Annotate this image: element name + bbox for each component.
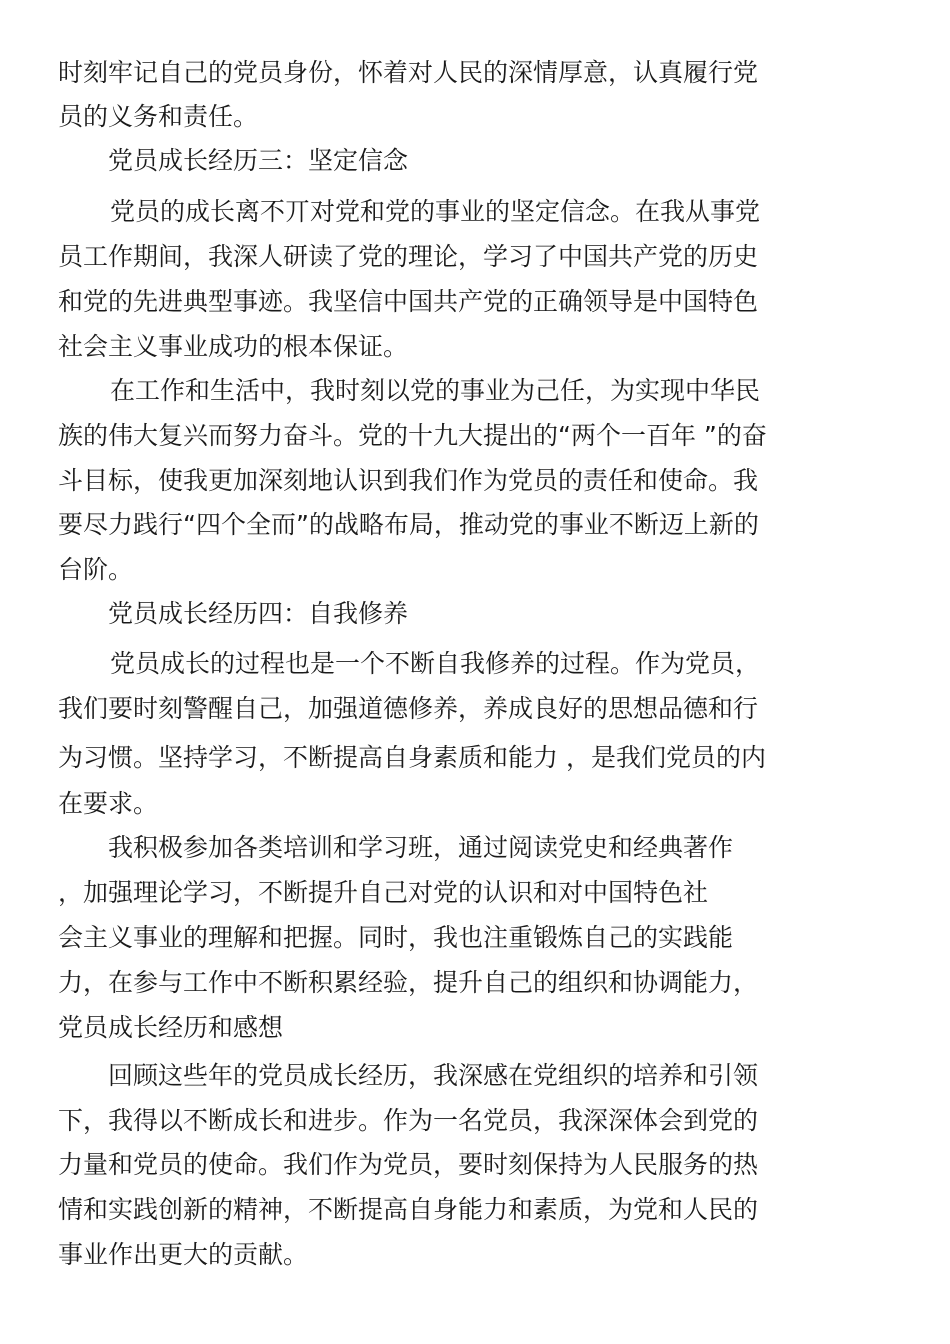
- text-line: 事业作出更大的贡献。: [58, 1240, 309, 1269]
- section-heading: 党员成长经历三：坚定信念: [108, 146, 409, 175]
- text-line: 情和实践创新的精神，不断提高自身能力和素质，为党和人民的: [58, 1195, 759, 1224]
- text-line: 力，在参与工作中不断积累经验，提升自己的组织和协调能力，: [58, 968, 759, 997]
- text-line: 力量和党员的使命。我们作为党员，要时刻保持为人民服务的热: [58, 1150, 759, 1179]
- text-line: 党员成长的过程也是一个不断自我修养的过程。作为党员，: [110, 649, 761, 678]
- text-line: 斗目标，使我更加深刻地认识到我们作为党员的责任和使命。我: [58, 466, 759, 495]
- text-line: 族的伟大复兴而努力奋斗。党的十九大提出的“两个一百年 ”的奋: [58, 421, 767, 450]
- text-line: 要尽力践行“四个全而”的战略布局，推动党的事业不断迈上新的: [58, 510, 759, 539]
- text-line: 回顾这些年的党员成长经历，我深感在党组织的培养和引领: [108, 1061, 759, 1090]
- text-line: 在要求。: [58, 789, 159, 818]
- text-line: 会主义事业的理解和把握。同时，我也注重锻炼自己的实践能: [58, 923, 734, 952]
- text-line: 我积极参加各类培训和学习班，通过阅读党史和经典著作: [108, 833, 734, 862]
- text-line: 员工作期间，我深人研读了党的理论，学习了中国共产党的历史: [58, 242, 759, 271]
- text-line: 在工作和生活中，我时刻以党的事业为己任，为实现中华民: [110, 376, 761, 405]
- text-line: 台阶。: [58, 555, 134, 584]
- text-line: 时刻牢记自己的党员身份，怀着对人民的深情厚意，认真履行党: [58, 58, 759, 87]
- section-heading: 党员成长经历四：自我修养: [108, 599, 409, 628]
- text-line: 我们要时刻警醒自己，加强道德修养，养成良好的思想品德和行: [58, 694, 759, 723]
- text-line: 社会主义事业成功的根本保证。: [58, 332, 409, 361]
- section-heading: 党员成长经历和感想: [58, 1013, 284, 1042]
- text-line: 和党的先进典型事迹。我坚信中国共产党的正确领导是中国特色: [58, 287, 759, 316]
- text-line: 为习惯。坚持学习，不断提高自身素质和能力 ，是我们党员的内: [58, 743, 766, 772]
- text-line: 下，我得以不断成长和进步。作为一名党员，我深深体会到党的: [58, 1106, 759, 1135]
- text-line: ，加强理论学习，不断提升自己对党的认识和对中国特色社: [58, 878, 709, 907]
- text-line: 党员的成长离不丌对党和党的事业的坚定信念。在我从事党: [110, 197, 761, 226]
- text-line: 员的义务和责任。: [58, 102, 259, 131]
